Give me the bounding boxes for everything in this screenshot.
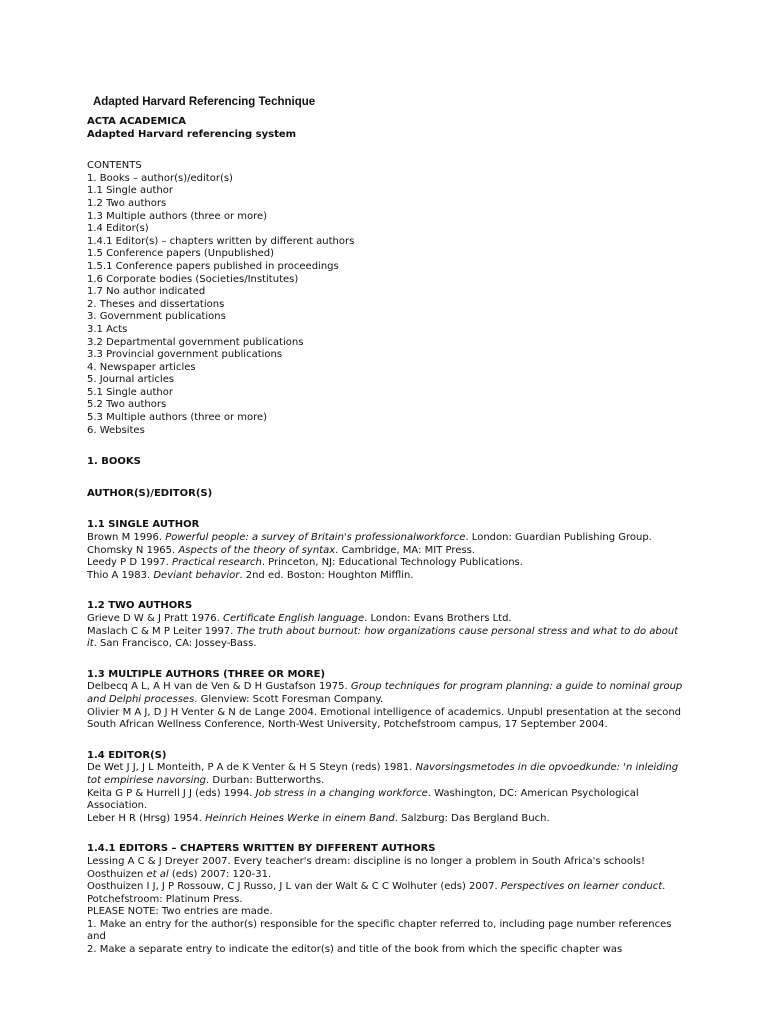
contents-item: 3.1 Acts [87, 323, 128, 335]
contents-item: 1.7 No author indicated [87, 286, 206, 298]
contents-item: 3.3 Provincial government publications [87, 349, 283, 361]
reference-entry: Keita G P & Hurrell J J (eds) 1994. Job stress in a changing workforce. Washington, DC: American Psychological Association. [87, 787, 639, 812]
reference-entry: Oosthuizen et al (eds) 2007: 120-31. [87, 868, 272, 880]
contents-item: 6. Websites [87, 424, 145, 436]
reference-entry: De Wet J J, J L Monteith, P A de K Venter & H S Steyn (reds) 1981. Navorsingsmetodes in die opvoedkunde: 'n inleiding tot empiriese navorsing. Durban: Butterworths. [87, 762, 679, 786]
reference-entry: Oosthuizen I J, J P Rossouw, C J Russo, J L van der Walt & C C Wolhuter (eds) 2007. Perspectives on learner conduct. Potchefstroom: Platinum Press. [87, 881, 666, 905]
section-heading-editors: 1.4 EDITOR(S) [87, 749, 167, 761]
reference-entry: Grieve D W & J Pratt 1976. Certificate English language. London: Evans Brothers Ltd. [87, 613, 512, 624]
section-heading-two-authors: 1.2 TWO AUTHORS [87, 600, 193, 612]
contents-heading: CONTENTS [87, 160, 142, 172]
section-heading-chapters: 1.4.1 EDITORS – CHAPTERS WRITTEN BY DIFFERENT AUTHORS [87, 843, 436, 855]
reference-entry: Leber H R (Hrsg) 1954. Heinrich Heines Werke in einem Band. Salzburg: Das Bergland Buch. [87, 812, 550, 824]
reference-entry: Thio A 1983. Deviant behavior. 2nd ed. Boston: Houghton Mifflin. [87, 569, 414, 581]
contents-item: 1.5.1 Conference papers published in proceedings [87, 260, 339, 272]
section-heading-single-author: 1.1 SINGLE AUTHOR [87, 519, 200, 531]
contents-item: 1.2 Two authors [87, 197, 167, 209]
contents-item: 5.1 Single author [87, 386, 173, 398]
contents-item: 5. Journal articles [87, 374, 175, 386]
contents-item: 1.1 Single author [87, 185, 173, 197]
contents-item: 1.3 Multiple authors (three or more) [87, 210, 268, 222]
reference-entry: Delbecq A L, A H van de Ven & D H Gustafson 1975. Group techniques for program planning: a guide to nominal group and Delphi processes. Glenview: Scott Foresman Company. [87, 681, 683, 705]
reference-entry: Olivier M A J, D J H Venter & N de Lange 2004. Emotional intelligence of academics. Unpubl presentation at the second South African Wellness Conference, North-West University, Potchefstroom campus, 17 September 2004. [87, 706, 682, 731]
reference-entry: Leedy P D 1997. Practical research. Princeton, NJ: Educational Technology Publications. [87, 557, 523, 569]
publisher-name: ACTA ACADEMICA [87, 116, 187, 127]
reference-entry: Maslach C & M P Leiter 1997. The truth about burnout: how organizations cause personal stress and what to do about it. San Francisco, CA: Jossey-Bass. [87, 625, 679, 650]
document-title: Adapted Harvard Referencing Technique [93, 96, 316, 108]
contents-item: 5.2 Two authors [87, 399, 167, 411]
reference-entry: Chomsky N 1965. Aspects of the theory of syntax. Cambridge, MA: MIT Press. [87, 544, 476, 556]
contents-item: 3.2 Departmental government publications [87, 336, 304, 348]
contents-item: 3. Government publications [87, 311, 226, 323]
document-subtitle: Adapted Harvard referencing system [87, 128, 297, 140]
contents-item: 4. Newspaper articles [87, 361, 196, 373]
instruction-step: 2. Make a separate entry to indicate the editor(s) and title of the book from which the specific chapter was [87, 944, 623, 956]
section-heading-multiple-authors: 1.3 MULTIPLE AUTHORS (THREE OR MORE) [87, 668, 326, 680]
section-heading-author-editor: AUTHOR(S)/EDITOR(S) [87, 487, 213, 499]
reference-entry: Lessing A C & J Dreyer 2007. Every teacher's dream: discipline is no longer a problem in South Africa's schools! [87, 855, 645, 867]
contents-item: 2. Theses and dissertations [87, 298, 225, 310]
contents-item: 1.5 Conference papers (Unpublished) [87, 248, 274, 260]
section-heading-books: 1. BOOKS [87, 456, 141, 468]
note-text: PLEASE NOTE: Two entries are made. [87, 906, 273, 918]
contents-item: 1.4 Editor(s) [87, 223, 149, 235]
contents-list [87, 160, 687, 437]
reference-entry: Brown M 1996. Powerful people: a survey of Britain's professionalworkforce. London: Guardian Publishing Group. [87, 532, 652, 544]
document-body [87, 116, 687, 957]
contents-item: 1. Books – author(s)/editor(s) [87, 172, 233, 184]
contents-item: 1.4.1 Editor(s) – chapters written by different authors [87, 235, 355, 247]
instruction-step: 1. Make an entry for the author(s) responsible for the specific chapter referred to, including page number references and [87, 918, 672, 943]
contents-item: 5.3 Multiple authors (three or more) [87, 412, 268, 424]
contents-item: 1.6 Corporate bodies (Societies/Institutes) [87, 273, 299, 285]
